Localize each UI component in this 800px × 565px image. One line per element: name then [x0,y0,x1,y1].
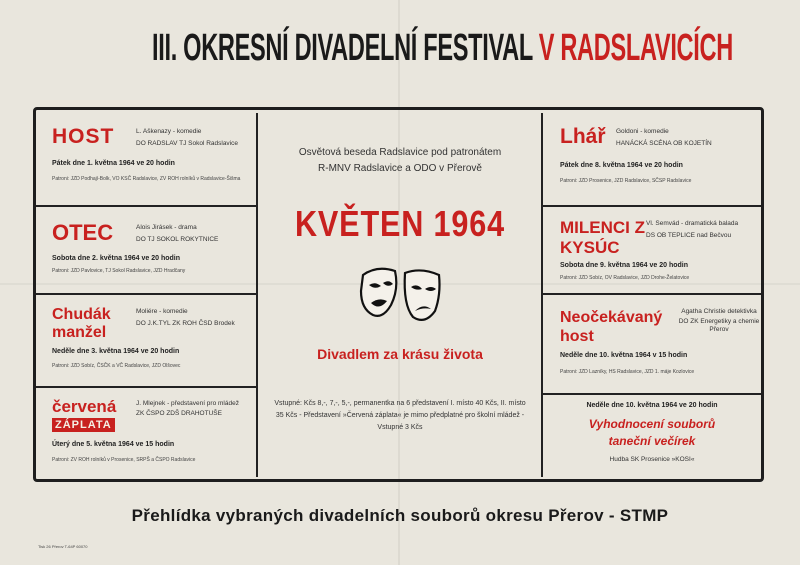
poster-title [152,26,733,70]
divider [543,205,761,207]
play-patrons: Patroni: JZD Podhají-Bolk, VO KSČ Radslavice, ZV ROH rolníků v Radslavice-Šišma [52,176,241,182]
play-title: červená [52,397,117,416]
program-entry-host [52,126,252,182]
play-troupe: DO TJ SOKOL ROKYTNICE [136,236,219,243]
play-title: MILENCI Z KYSÚC [560,218,645,257]
festival-month: KVĚTEN 1964 [294,203,506,244]
play-title: OTEC [52,220,114,245]
center-panel [258,113,542,477]
closing-title: Vyhodnocení souborů [588,417,716,431]
play-author: Goldoni - komedie [616,128,669,135]
play-patrons: Patroni: ZV ROH rolníků v Prosenice, SRPŠ a ČSPO Radslavice [52,457,196,463]
play-troupe: DO RADSLAV TJ Sokol Radslavice [136,140,238,147]
printer-note: Tisk 26 Přerov T-64P 60070 [38,544,88,549]
program-entry-cervena [52,398,252,463]
divider [36,205,256,207]
program-entry-chudak [52,306,252,369]
ticket-prices: Vstupné: Kčs 8,-, 7,-, 5,-, permanentka na 6 představení I. místo 40 Kčs, II. místo 35 Kčs - Představení »Červená záplata« je mimo předplatné pro školní mládež - Vstupné 3 Kčs [274,400,526,431]
play-title: HOST [52,125,115,148]
play-author: Agatha Christie detektivka [681,308,757,315]
play-date: Neděle dne 3. května 1964 ve 20 hodin [52,348,180,355]
closing-date: Neděle dne 10. května 1964 ve 20 hodin [586,402,718,409]
play-date: Neděle dne 10. května 1964 v 15 hodin [560,352,688,359]
play-date: Pátek dne 1. května 1964 ve 20 hodin [52,160,175,167]
play-date: Sobota dne 2. května 1964 ve 20 hodin [52,255,180,262]
program-entry-otec [52,222,252,274]
closing-music: Hudba SK Prosenice »KOSI« [609,456,695,463]
play-author: Alois Jirásek - drama [136,224,197,231]
closing-subtitle: taneční večírek [608,434,696,448]
play-title: Lhář [560,125,606,148]
play-troupe: DO ZK Energetiky a chemie Přerov [678,318,760,333]
play-troupe: DO J.K.TYL ZK ROH ČSD Brodek [136,320,235,327]
organizer [258,145,542,177]
organizer-line: R-MNV Radslavice a ODO v Přerově [318,163,482,174]
poster-footer: Přehlídka vybraných divadelních souborů okresu Přerov - STMP [131,506,669,525]
divider [543,293,761,295]
title-place: V RADSLAVICÍCH [538,27,733,69]
play-troupe: HANÁCKÁ SCÉNA OB KOJETÍN [616,140,712,147]
program-entry-neocekavany [560,308,760,375]
play-title-badge: ZÁPLATA [52,418,115,432]
closing-event [545,402,759,464]
title-main: III. OKRESNÍ DIVADELNÍ FESTIVAL [152,27,533,69]
festival-slogan: Divadlem za krásu života [317,346,483,362]
play-troupe: DS OB TEPLICE nad Bečvou [646,232,732,239]
play-date: Úterý dne 5. května 1964 ve 15 hodin [52,441,175,448]
play-patrons: Patroni: JZD Lazníky, HS Radslavice, JZD 1. máje Kozlovice [560,369,695,375]
play-author: L. Aškenazy - komedie [136,128,202,135]
divider [543,393,761,395]
play-title: Neočekávaný host [560,309,663,345]
play-patrons: Patroni: JZD Prosenice, JZD Radslavice, SČSP Radslavice [560,178,692,184]
organizer-line: Osvětová beseda Radslavice pod patronátem [298,147,502,158]
play-patrons: Patroni: JZD Pavlovice, TJ Sokol Radslavice, JZD Hradčany [52,268,186,274]
divider [36,386,256,388]
theatre-masks-icon [355,265,445,327]
play-patrons: Patroni: JZD Sobíz, ČSČK a VČ Radslavice, JZD Olšovec [52,363,181,369]
divider [36,293,256,295]
play-date: Pátek dne 8. května 1964 ve 20 hodin [560,162,683,169]
program-entry-lhar [560,126,760,184]
play-title: Chudák manžel [52,306,111,341]
play-author: J. Mlejnek - představení pro mládež [136,400,239,407]
play-troupe: ZK ČSPO ZDŠ DRAHOTUŠE [136,410,222,417]
program-entry-milenci [560,218,760,281]
play-date: Sobota dne 9. května 1964 ve 20 hodin [560,262,688,269]
play-patrons: Patroni: JZD Sobíz, OV Radslavice, JZD Drohe-Želatovice [560,275,690,281]
play-author: Moliére - komedie [136,308,188,315]
play-author: Vl. Semvád - dramatická balada [646,220,739,227]
